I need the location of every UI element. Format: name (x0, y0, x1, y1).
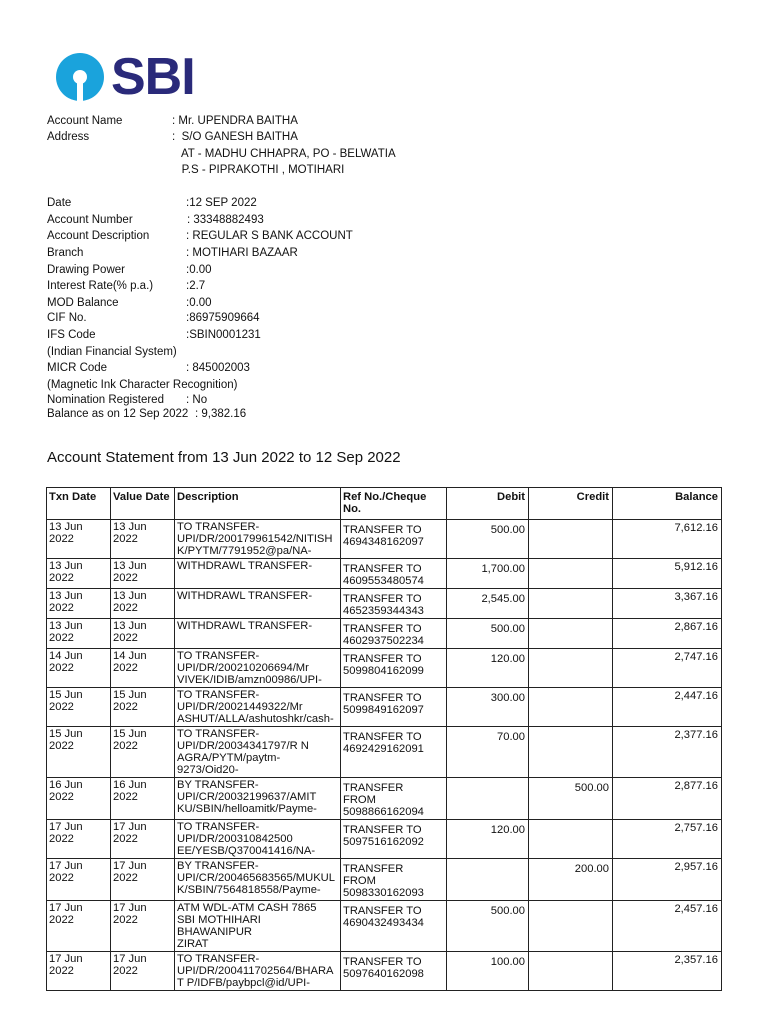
detail-value: : 845002003 (186, 362, 250, 374)
cell-txn-date: 16 Jun 2022 (47, 778, 111, 820)
cell-txn-date: 15 Jun 2022 (47, 688, 111, 727)
header-credit: Credit (529, 488, 613, 520)
detail-label: Interest Rate(% p.a.) (47, 280, 154, 292)
cell-balance: 2,757.16 (613, 820, 722, 859)
table-row (47, 520, 722, 559)
cell-balance: 7,612.16 (613, 520, 722, 559)
cell-balance: 2,877.16 (613, 778, 722, 820)
detail-value: : 9,382.16 (195, 408, 247, 420)
cell-ref: TRANSFER TO 4692429162091 (341, 727, 447, 778)
account-label: Address (47, 131, 90, 143)
detail-value: :0.00 (186, 297, 212, 309)
table-row (47, 589, 722, 619)
table-row (47, 688, 722, 727)
cell-value-date: 13 Jun 2022 (111, 559, 175, 589)
cell-description: WITHDRAWL TRANSFER- (175, 619, 341, 649)
cell-debit: 2,545.00 (447, 589, 529, 619)
cell-txn-date: 13 Jun 2022 (47, 589, 111, 619)
header-txn-date: Txn Date (47, 488, 111, 520)
transactions-table (46, 487, 722, 991)
cell-description: WITHDRAWL TRANSFER- (175, 559, 341, 589)
cell-debit: 100.00 (447, 952, 529, 991)
table-row (47, 619, 722, 649)
cell-value-date: 13 Jun 2022 (111, 619, 175, 649)
cell-txn-date: 17 Jun 2022 (47, 859, 111, 901)
cell-debit: 120.00 (447, 820, 529, 859)
cell-debit: 500.00 (447, 619, 529, 649)
cell-txn-date: 13 Jun 2022 (47, 619, 111, 649)
cell-debit: 300.00 (447, 688, 529, 727)
sbi-logo (55, 48, 195, 106)
detail-value: :SBIN0001231 (186, 329, 261, 341)
header-debit: Debit (447, 488, 529, 520)
cell-txn-date: 13 Jun 2022 (47, 520, 111, 559)
header-balance: Balance (613, 488, 722, 520)
detail-label: Date (47, 197, 72, 209)
cell-value-date: 15 Jun 2022 (111, 727, 175, 778)
cell-txn-date: 15 Jun 2022 (47, 727, 111, 778)
detail-label: (Magnetic Ink Character Recognition) (47, 379, 238, 391)
account-value: AT - MADHU CHHAPRA, PO - BELWATIA (172, 148, 396, 160)
cell-balance: 2,867.16 (613, 619, 722, 649)
cell-ref: TRANSFER TO 5099849162097 (341, 688, 447, 727)
cell-credit (529, 901, 613, 952)
cell-credit (529, 820, 613, 859)
detail-value: : REGULAR S BANK ACCOUNT (186, 230, 353, 242)
cell-credit (529, 952, 613, 991)
account-label: Account Name (47, 115, 123, 127)
cell-txn-date: 13 Jun 2022 (47, 559, 111, 589)
cell-ref: TRANSFER TO 4690432493434 (341, 901, 447, 952)
cell-debit (447, 778, 529, 820)
cell-credit (529, 727, 613, 778)
cell-balance: 2,747.16 (613, 649, 722, 688)
cell-ref: TRANSFER FROM 5098866162094 (341, 778, 447, 820)
cell-txn-date: 14 Jun 2022 (47, 649, 111, 688)
cell-description: TO TRANSFER- UPI/DR/200210206694/Mr VIVEK/IDIB/amzn00986/UPI- (175, 649, 341, 688)
cell-description: BY TRANSFER- UPI/CR/200465683565/MUKUL K/SBIN/7564818558/Payme- (175, 859, 341, 901)
table-row (47, 820, 722, 859)
cell-ref: TRANSFER TO 5097516162092 (341, 820, 447, 859)
cell-balance: 5,912.16 (613, 559, 722, 589)
cell-value-date: 13 Jun 2022 (111, 520, 175, 559)
cell-ref: TRANSFER TO 4694348162097 (341, 520, 447, 559)
table-row (47, 859, 722, 901)
sbi-logo-text: SBI (111, 48, 195, 106)
cell-ref: TRANSFER TO 5097640162098 (341, 952, 447, 991)
cell-credit (529, 649, 613, 688)
cell-value-date: 17 Jun 2022 (111, 859, 175, 901)
cell-debit: 1,700.00 (447, 559, 529, 589)
table-row (47, 952, 722, 991)
cell-description: TO TRANSFER- UPI/DR/20034341797/R N AGRA/PYTM/paytm- 9273/Oid20- (175, 727, 341, 778)
cell-balance: 2,447.16 (613, 688, 722, 727)
cell-debit (447, 859, 529, 901)
cell-credit (529, 520, 613, 559)
cell-debit: 70.00 (447, 727, 529, 778)
cell-balance: 2,957.16 (613, 859, 722, 901)
header-description: Description (175, 488, 341, 520)
detail-label: IFS Code (47, 329, 96, 341)
cell-value-date: 14 Jun 2022 (111, 649, 175, 688)
cell-description: TO TRANSFER- UPI/DR/200411702564/BHARA T P/IDFB/paybpcl@id/UPI- (175, 952, 341, 991)
cell-balance: 2,357.16 (613, 952, 722, 991)
cell-debit: 120.00 (447, 649, 529, 688)
detail-label: (Indian Financial System) (47, 346, 177, 358)
detail-value: : MOTIHARI BAZAAR (186, 247, 298, 259)
cell-credit (529, 619, 613, 649)
cell-balance: 2,457.16 (613, 901, 722, 952)
account-value: P.S - PIPRAKOTHI , MOTIHARI (172, 164, 345, 176)
cell-credit: 500.00 (529, 778, 613, 820)
cell-value-date: 13 Jun 2022 (111, 589, 175, 619)
cell-value-date: 17 Jun 2022 (111, 901, 175, 952)
cell-credit (529, 589, 613, 619)
cell-debit: 500.00 (447, 901, 529, 952)
detail-label: Branch (47, 247, 84, 259)
statement-title: Account Statement from 13 Jun 2022 to 12 Sep 2022 (47, 449, 401, 466)
sbi-keyhole-icon (55, 52, 105, 102)
cell-description: TO TRANSFER- UPI/DR/200310842500 EE/YESB/Q370041416/NA- (175, 820, 341, 859)
cell-balance: 2,377.16 (613, 727, 722, 778)
cell-ref: TRANSFER TO 4652359344343 (341, 589, 447, 619)
detail-value: :12 SEP 2022 (186, 197, 257, 209)
table-row (47, 649, 722, 688)
cell-ref: TRANSFER TO 4602937502234 (341, 619, 447, 649)
cell-value-date: 15 Jun 2022 (111, 688, 175, 727)
detail-label: Nomination Registered (47, 394, 164, 406)
cell-credit (529, 559, 613, 589)
cell-ref: TRANSFER TO 4609553480574 (341, 559, 447, 589)
header-value-date: Value Date (111, 488, 175, 520)
detail-label: Drawing Power (47, 264, 125, 276)
account-value: : S/O GANESH BAITHA (172, 131, 298, 143)
table-row (47, 901, 722, 952)
account-value: : Mr. UPENDRA BAITHA (172, 115, 298, 127)
cell-credit (529, 688, 613, 727)
cell-description: ATM WDL-ATM CASH 7865 SBI MOTHIHARI BHAWANIPUR ZIRAT (175, 901, 341, 952)
cell-balance: 3,367.16 (613, 589, 722, 619)
table-row (47, 559, 722, 589)
detail-label: Balance as on 12 Sep 2022 (47, 408, 189, 420)
detail-value: : 33348882493 (187, 214, 264, 226)
cell-value-date: 17 Jun 2022 (111, 952, 175, 991)
detail-label: MICR Code (47, 362, 108, 374)
cell-description: TO TRANSFER- UPI/DR/200179961542/NITISH K/PYTM/7791952@pa/NA- (175, 520, 341, 559)
detail-value: :86975909664 (186, 312, 260, 324)
detail-value: :2.7 (186, 280, 206, 292)
cell-txn-date: 17 Jun 2022 (47, 952, 111, 991)
cell-ref: TRANSFER TO 5099804162099 (341, 649, 447, 688)
cell-description: TO TRANSFER- UPI/DR/20021449322/Mr ASHUT/ALLA/ashutoshkr/cash- (175, 688, 341, 727)
table-header-row (47, 488, 722, 520)
cell-txn-date: 17 Jun 2022 (47, 901, 111, 952)
cell-value-date: 17 Jun 2022 (111, 820, 175, 859)
detail-value: : No (186, 394, 208, 406)
table-row (47, 778, 722, 820)
detail-label: CIF No. (47, 312, 87, 324)
cell-credit: 200.00 (529, 859, 613, 901)
table-row (47, 727, 722, 778)
cell-description: BY TRANSFER- UPI/CR/20032199637/AMIT KU/SBIN/helloamitk/Payme- (175, 778, 341, 820)
cell-description: WITHDRAWL TRANSFER- (175, 589, 341, 619)
detail-value: :0.00 (186, 264, 212, 276)
header-ref: Ref No./Cheque No. (341, 488, 447, 520)
detail-label: Account Description (47, 230, 150, 242)
cell-ref: TRANSFER FROM 5098330162093 (341, 859, 447, 901)
detail-label: Account Number (47, 214, 133, 226)
cell-txn-date: 17 Jun 2022 (47, 820, 111, 859)
cell-debit: 500.00 (447, 520, 529, 559)
detail-label: MOD Balance (47, 297, 119, 309)
cell-value-date: 16 Jun 2022 (111, 778, 175, 820)
